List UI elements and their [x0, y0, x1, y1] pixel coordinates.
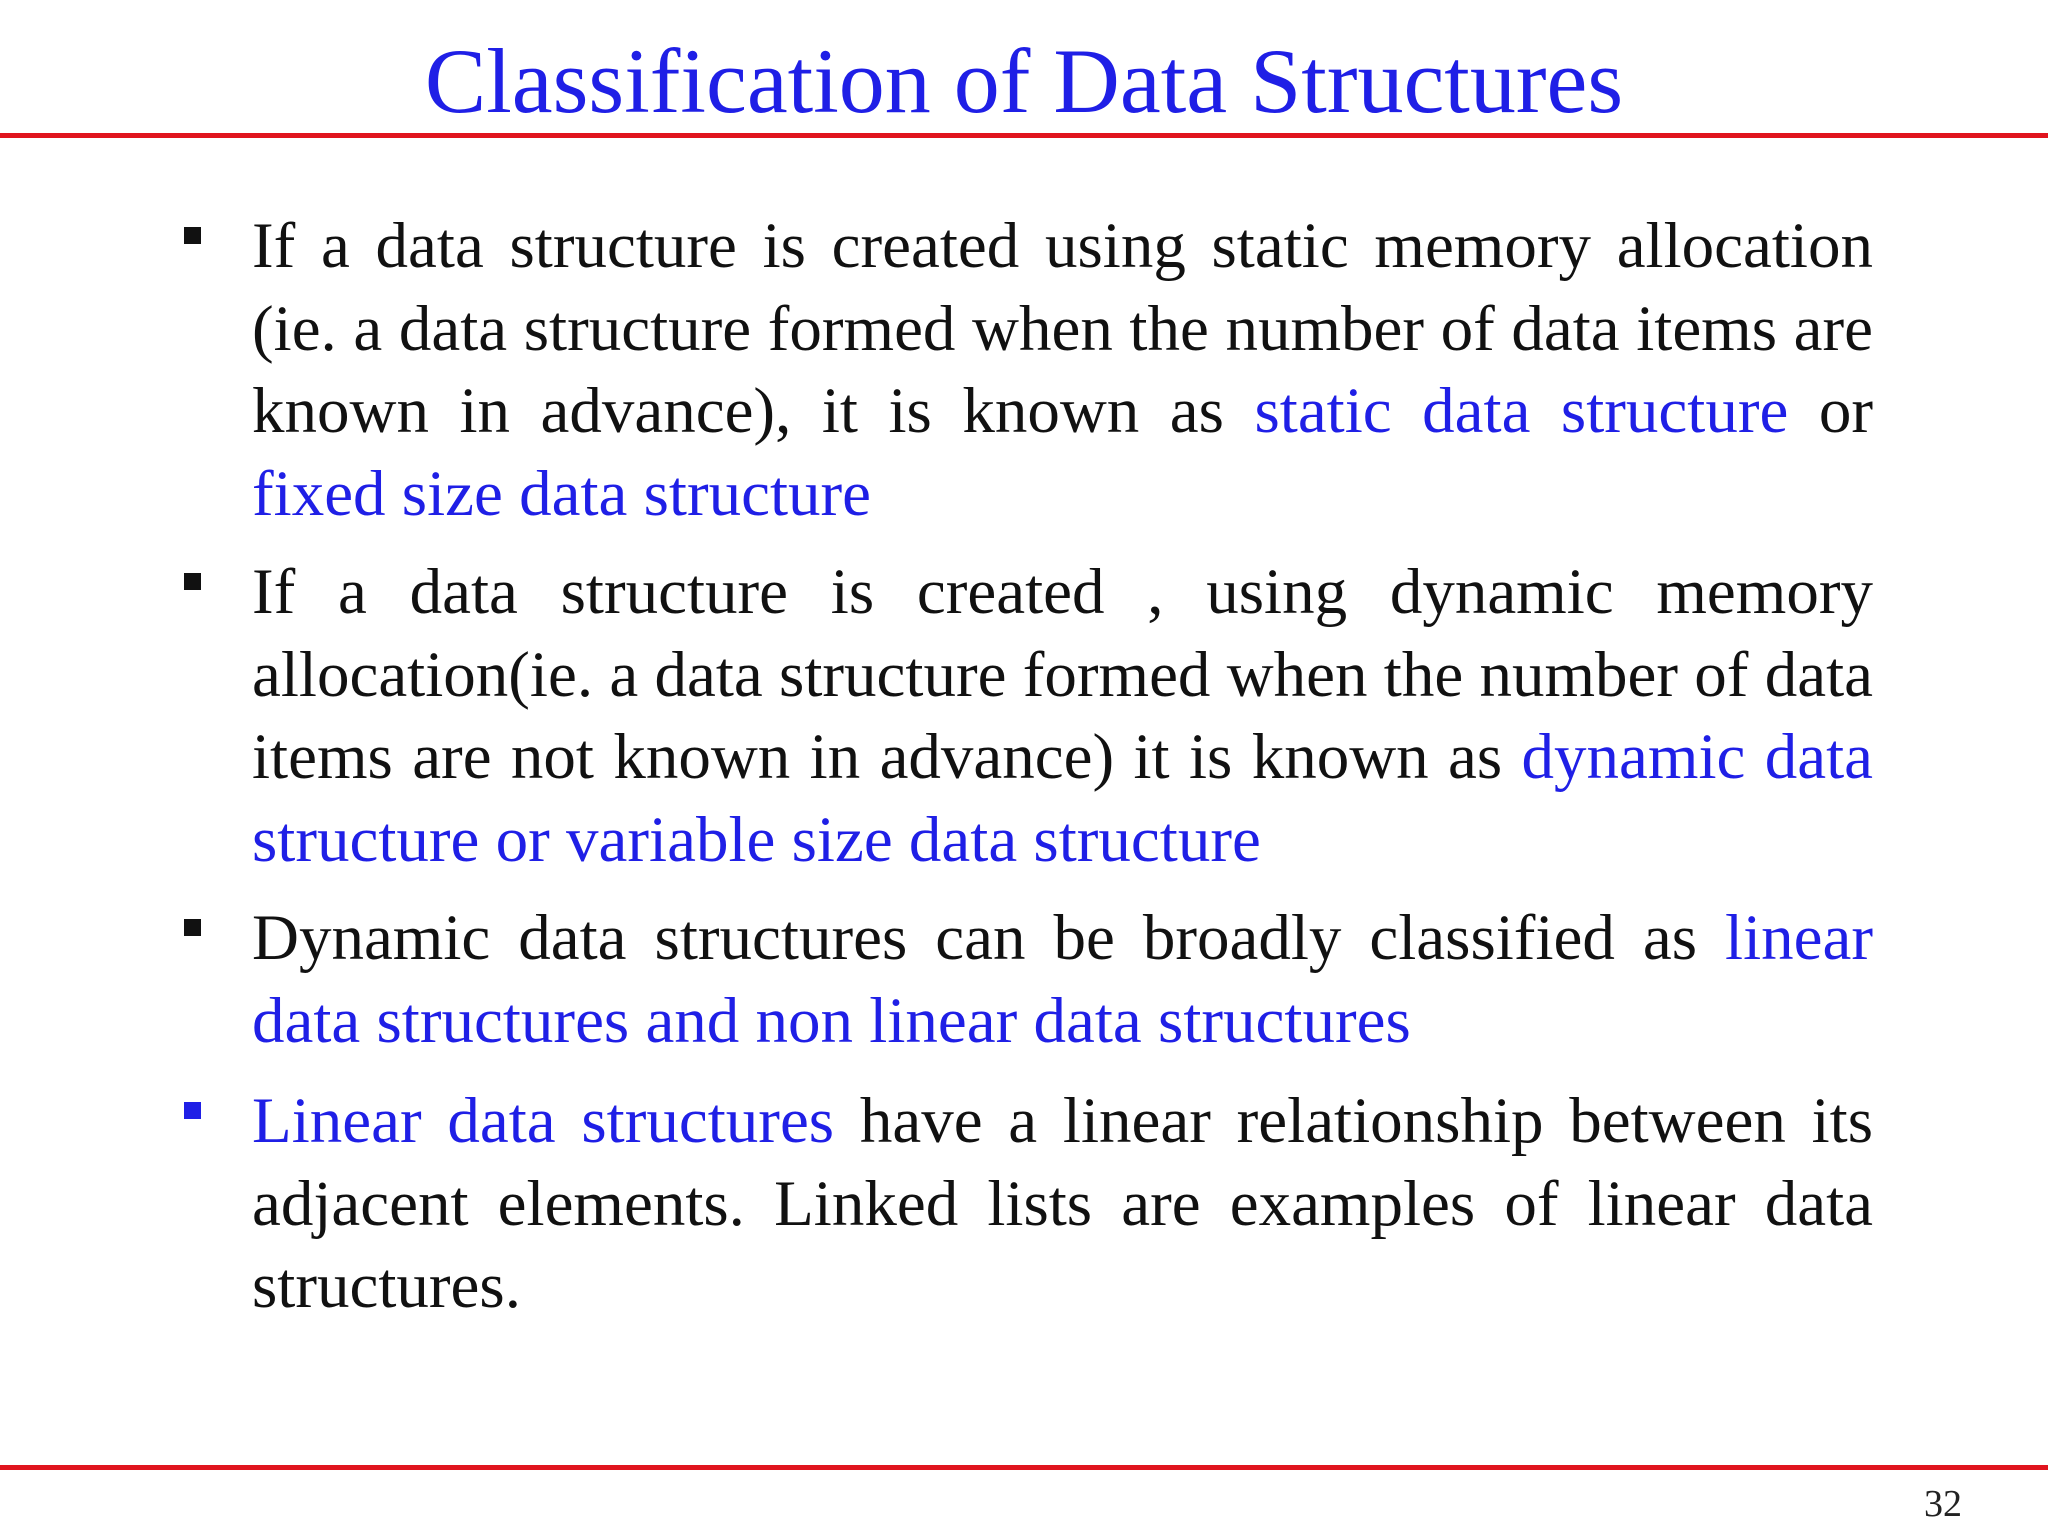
highlight-term: linear data structures and non linear data structures	[252, 902, 1873, 1057]
bullet-item	[178, 897, 1873, 1062]
bullet-item	[178, 1080, 1873, 1328]
square-bullet-icon	[184, 919, 201, 936]
highlight-term: fixed size data structure	[252, 457, 872, 530]
page-number: 32	[1924, 1483, 1962, 1525]
square-bullet-icon	[184, 1102, 201, 1119]
bullet-text: If a data structure is created , using dynamic memory allocation(ie. a data structure formed when the number of data items are not known in advance) it is known as	[252, 556, 1873, 793]
highlight-term: dynamic data structure or variable size data structure	[252, 721, 1873, 876]
bullet-text: Dynamic data structures can be broadly classified as	[252, 902, 1726, 974]
bullet-text: If a data structure is created using static memory allocation (ie. a data structure formed when the number of data items are known in advance), it is known as	[252, 210, 1873, 447]
highlight-term: static data structure	[1254, 375, 1789, 447]
title-divider	[0, 133, 2048, 138]
bullet-text: have a linear relationship between its adjacent elements. Linked lists are examples of linear data structures.	[252, 1085, 1873, 1322]
square-bullet-icon	[184, 227, 201, 244]
highlight-term: Linear data structures	[252, 1085, 835, 1157]
slide-title: Classification of Data Structures	[424, 30, 1624, 132]
square-bullet-icon	[184, 573, 201, 590]
bullet-text: or	[1788, 375, 1874, 447]
bullet-item	[178, 551, 1873, 881]
bullet-item	[178, 205, 1873, 535]
footer-divider	[0, 1465, 2048, 1470]
bullet-list	[178, 205, 1873, 1344]
